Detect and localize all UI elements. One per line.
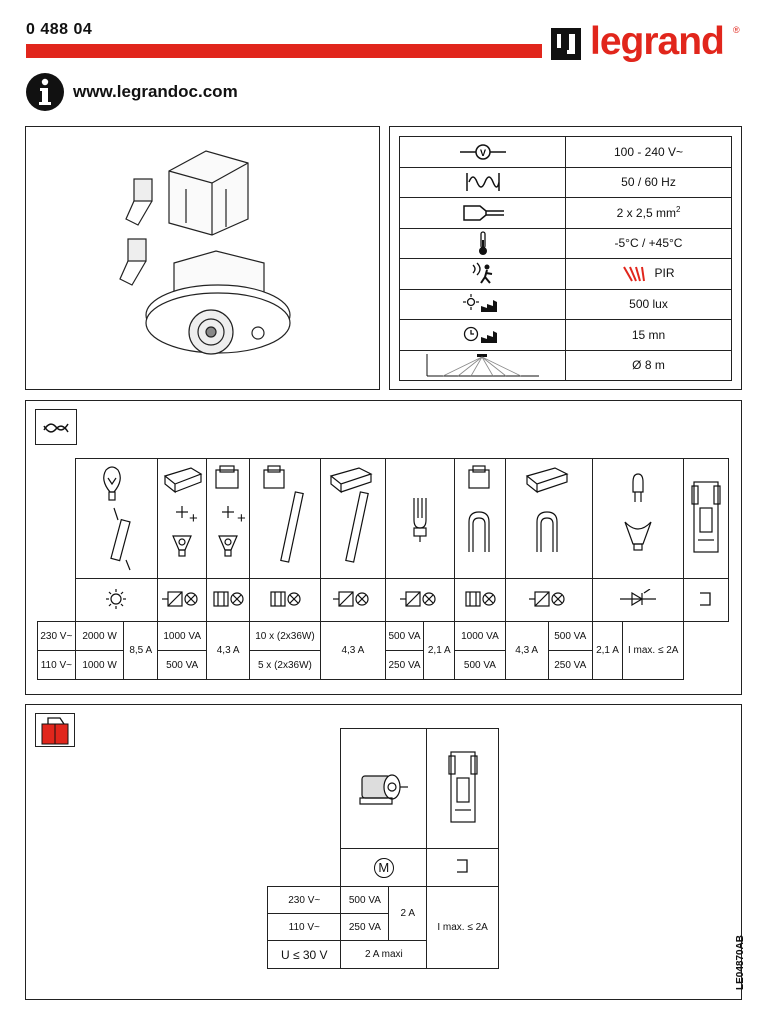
- voltage-110-label: 110 V~: [38, 651, 76, 680]
- cfl-ferro-ballast-icon: [457, 462, 503, 572]
- motor-contactor-cell: [427, 729, 499, 849]
- low-voltage-label: U ≤ 30 V: [268, 941, 341, 969]
- brand-name: legrand: [590, 20, 724, 63]
- motor-image-cell: [341, 729, 427, 849]
- spec-row-detection: [400, 259, 732, 290]
- document-code: LE04870AB: [735, 934, 746, 990]
- product-illustration-panel: [25, 126, 380, 390]
- info-icon: [25, 72, 65, 112]
- fluo-ballast-symbol-icon: [265, 589, 305, 609]
- frequency-icon: [463, 171, 503, 193]
- fluo-ferro-load-cell: [249, 459, 320, 579]
- detection-icon: [469, 261, 497, 287]
- incandescent-load-cell: [75, 459, 157, 579]
- incandescent-bulb-icon: [86, 462, 146, 572]
- relay-icon: [36, 714, 74, 746]
- svg-text:V: V: [479, 147, 486, 158]
- product-drawing-icon: [26, 127, 381, 391]
- load-values-row-110: 110 V~ 1000 W 500 VA 5 x (2x36W) 250 VA 500 VA 250 VA: [38, 651, 729, 680]
- led-symbol-icon: [618, 589, 658, 609]
- load-values-row-230: 230 V~ 2000 W 8,5 A 1000 VA 4,3 A 10 x (2x36W) 4,3 A 500 VA 2,1 A 1000 VA 4,3 A 500 VA 2,1 A I max. ≤ 2A: [38, 622, 729, 651]
- lux-icon: [461, 294, 505, 314]
- electronic-ballast-symbol-icon: [331, 589, 375, 609]
- spec-value-timer: 15 mn: [566, 320, 732, 351]
- spec-value-voltage: 100 - 240 V~: [566, 137, 732, 168]
- motor-values-row-230: 230 V~ 500 VA 2 A I max. ≤ 2A: [268, 887, 499, 914]
- lighting-loads-table: [37, 458, 729, 680]
- cfl-electronic-load-cell: [505, 459, 592, 579]
- spec-row-frequency: [400, 167, 732, 198]
- spec-row-timer: [400, 320, 732, 351]
- wire-section-icon: [458, 203, 508, 223]
- motor-icon: [356, 762, 412, 812]
- spec-value-lux: 500 lux: [566, 289, 732, 320]
- motor-images-row: [268, 729, 499, 849]
- spec-row-temperature: [400, 228, 732, 259]
- cfl-load-cell: [385, 459, 455, 579]
- contactor-load-cell: [684, 459, 729, 579]
- transformer-symbol-icon: [160, 589, 204, 609]
- website-link[interactable]: www.legrandoc.com: [73, 82, 238, 101]
- relay-symbol: [35, 713, 75, 747]
- product-reference: 0 488 04: [26, 21, 93, 38]
- cfl-ferro-load-cell: [455, 459, 505, 579]
- electronic-transformer-symbol-icon: [208, 589, 248, 609]
- contactor-symbol-icon: [696, 589, 716, 609]
- elv-ferro-load-cell: [158, 459, 207, 579]
- specifications-table: [399, 136, 732, 381]
- spec-value-detection: PIR: [566, 259, 732, 290]
- load-symbols-row: [38, 579, 729, 622]
- ac-wave-icon: [36, 410, 76, 444]
- spec-row-voltage: [400, 137, 732, 168]
- cfl-symbol-icon: [398, 589, 442, 609]
- ac-switch-symbol: [35, 409, 77, 445]
- spec-value-frequency: 50 / 60 Hz: [566, 167, 732, 198]
- cfl-ferro-symbol-icon: [460, 589, 500, 609]
- fluo-electronic-load-cell: [320, 459, 385, 579]
- ferromagnetic-transformer-halogen-icon: [159, 462, 205, 572]
- range-icon: [423, 352, 543, 378]
- voltage-icon: [458, 143, 508, 161]
- timer-icon: [461, 325, 505, 345]
- compact-fluorescent-icon: [400, 462, 440, 572]
- led-load-cell: [592, 459, 683, 579]
- motor-symbols-row: [268, 849, 499, 887]
- led-icon: [613, 462, 663, 572]
- spec-value-temperature: -5°C / +45°C: [566, 228, 732, 259]
- contactor-icon: [441, 742, 485, 832]
- spec-row-wire: [400, 198, 732, 229]
- cfl-electronic-symbol-icon: [527, 589, 571, 609]
- contactor-symbol-icon: [453, 856, 473, 876]
- plus-sign: +: [237, 510, 246, 527]
- header-red-bar: [26, 44, 542, 58]
- motor-symbol-icon: M: [374, 858, 394, 878]
- load-images-row: [38, 459, 729, 579]
- pir-icon: [622, 265, 648, 283]
- spec-row-lux: [400, 289, 732, 320]
- voltage-230-label: 230 V~: [38, 622, 76, 651]
- fluorescent-ferro-tube-icon: [252, 462, 318, 572]
- fluorescent-electronic-tube-icon: [323, 462, 383, 572]
- motor-loads-table: [267, 728, 499, 969]
- spec-value-range: Ø 8 m: [566, 350, 732, 381]
- brand-registered-mark: ®: [733, 25, 740, 35]
- plus-sign: +: [189, 510, 198, 527]
- contactor-icon: [684, 462, 728, 572]
- motor-values-row-lowvoltage: U ≤ 30 V 2 A maxi: [268, 941, 499, 969]
- spec-row-range: [400, 350, 732, 381]
- thermometer-icon: [476, 230, 490, 256]
- spec-value-wire: 2 x 2,5 $mm^2$: [566, 198, 732, 229]
- lamp-symbol-icon: [101, 587, 131, 611]
- cfl-electronic-ballast-icon: [519, 462, 579, 572]
- motor-values-row-110: 110 V~ 250 VA: [268, 914, 499, 941]
